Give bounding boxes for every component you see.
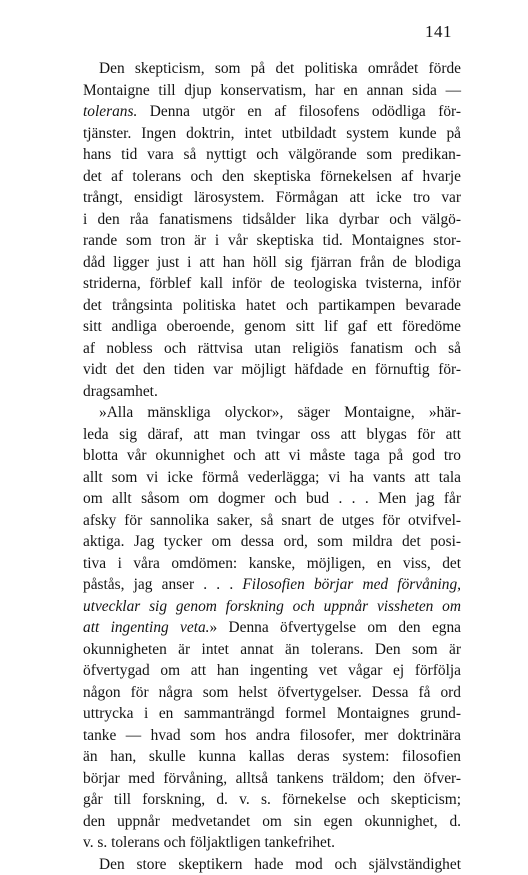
text-segment: uttrycka i en sammanträngd formel Montaignes grund- xyxy=(83,705,461,722)
text-segment: leda sig däraf, att man tvingar oss att blygas för att xyxy=(83,426,461,443)
text-segment: Denna utgör en af filosofens odödliga för- xyxy=(137,103,461,120)
text-line xyxy=(83,166,461,188)
text-segment: okunnigheten är intet annat än tolerans. Den som är xyxy=(83,641,461,658)
text-line xyxy=(83,510,461,532)
italic-text: utvecklar sig genom forskning och uppnår vissheten om xyxy=(83,598,461,615)
text-segment: öfvertygad om att han ingenting vet vågar ej förfölja xyxy=(83,662,461,679)
text-line xyxy=(83,682,461,704)
text-segment: om allt såsom om dogmer och bud . . . Men jag får xyxy=(83,490,461,507)
text-line xyxy=(83,617,461,639)
text-line xyxy=(83,725,461,747)
text-segment: v. s. tolerans och följaktligen tankefrihet. xyxy=(83,834,335,851)
text-line xyxy=(83,295,461,317)
text-segment: » Denna öfvertygelse om den egna xyxy=(210,619,462,636)
text-line xyxy=(83,746,461,768)
text-segment: vidt det den tiden var möjligt häfdade en förnuftig för- xyxy=(83,361,461,378)
text-line xyxy=(83,424,461,446)
text-line xyxy=(83,230,461,252)
text-line xyxy=(83,660,461,682)
text-segment: aktiga. Jag tycker om dessa ord, som mildra det posi- xyxy=(83,533,461,550)
text-line xyxy=(83,338,461,360)
text-segment: striderna, förblef kall inför de teologiska tvisterna, inför xyxy=(83,275,461,292)
text-segment: dåd ligger just i att han höll sig fjärran från de blodiga xyxy=(83,254,461,271)
text-line xyxy=(83,316,461,338)
text-line xyxy=(83,58,461,80)
text-line xyxy=(83,832,461,854)
text-line xyxy=(83,80,461,102)
text-segment: än han, skulle kunna kallas deras system: filosofien xyxy=(83,748,461,765)
text-segment: tanke — hvad som hos andra filosofer, mer doktrinära xyxy=(83,727,461,744)
text-line xyxy=(83,252,461,274)
italic-text: tolerans. xyxy=(83,103,137,120)
text-segment: »Alla mänskliga olyckor», säger Montaigne, »här- xyxy=(99,404,461,421)
text-segment: i den råa fanatismens tidsålder lika dyrbar och välgö- xyxy=(83,211,461,228)
text-segment: rande som tron är i vår skeptiska tid. Montaignes stor- xyxy=(83,232,461,249)
text-line xyxy=(83,639,461,661)
text-segment: tiva i våra omdömen: kanske, möjligen, en viss, det xyxy=(83,555,461,572)
text-line xyxy=(83,209,461,231)
text-line xyxy=(83,467,461,489)
italic-text: att ingenting veta. xyxy=(83,619,210,636)
text-line xyxy=(83,381,461,403)
text-line xyxy=(83,531,461,553)
text-segment: tjänster. Ingen doktrin, intet utbildadt system kunde på xyxy=(83,125,461,142)
text-line xyxy=(83,703,461,725)
text-segment: går till forskning, d. v. s. förnekelse och skepticism; xyxy=(83,791,461,808)
text-segment: sitt andliga oberoende, genom sitt lif gaf ett föredöme xyxy=(83,318,461,335)
text-line xyxy=(83,123,461,145)
italic-text: Filosofien börjar med förvåning, xyxy=(242,576,461,593)
text-line xyxy=(83,445,461,467)
text-line xyxy=(83,811,461,833)
text-line xyxy=(83,574,461,596)
text-segment: hans tid vara så nyttigt och välgörande som predikan- xyxy=(83,146,461,163)
text-segment: blotta vår okunnighet och att vi måste taga på god tro xyxy=(83,447,461,464)
text-line xyxy=(83,596,461,618)
text-segment: påstås, jag anser . . . xyxy=(83,576,242,593)
text-segment: det af tolerans och den skeptiska förnekelsen af hvarje xyxy=(83,168,461,185)
text-segment: börjar med förvåning, alltså tankens träldom; den öfver- xyxy=(83,770,461,787)
text-segment: allt som vi icke förmå vederlägga; vi ha vants att tala xyxy=(83,469,461,486)
text-line xyxy=(83,273,461,295)
text-line xyxy=(83,553,461,575)
text-segment: afsky för sannolika saker, så snart de utges för otvifvel- xyxy=(83,512,461,529)
text-segment: det trångsinta politiska hatet och partikampen bevarade xyxy=(83,297,461,314)
text-segment: af nobless och rättvisa utan religiös fanatism och så xyxy=(83,340,461,357)
text-line xyxy=(83,488,461,510)
text-segment: den uppnår medvetandet om sin egen okunnighet, d. xyxy=(83,813,461,830)
text-line xyxy=(83,789,461,811)
text-line xyxy=(83,402,461,424)
text-segment: dragsamhet. xyxy=(83,383,158,400)
text-line xyxy=(83,187,461,209)
text-line xyxy=(83,854,461,875)
text-line xyxy=(83,144,461,166)
text-line xyxy=(83,359,461,381)
text-segment: Den store skeptikern hade mod och självständighet xyxy=(99,856,461,873)
text-segment: Den skepticism, som på det politiska området förde xyxy=(99,60,461,77)
text-line xyxy=(83,768,461,790)
text-line xyxy=(83,101,461,123)
text-segment: trångt, ensidigt lärosystem. Förmågan att icke tro var xyxy=(83,189,461,206)
text-segment: Montaigne till djup konservatism, har en annan sida — xyxy=(83,82,461,99)
page-number: 141 xyxy=(404,22,452,42)
text-segment: någon för några som helst öfvertygelser. Dessa få ord xyxy=(83,684,461,701)
body-text xyxy=(83,58,461,875)
